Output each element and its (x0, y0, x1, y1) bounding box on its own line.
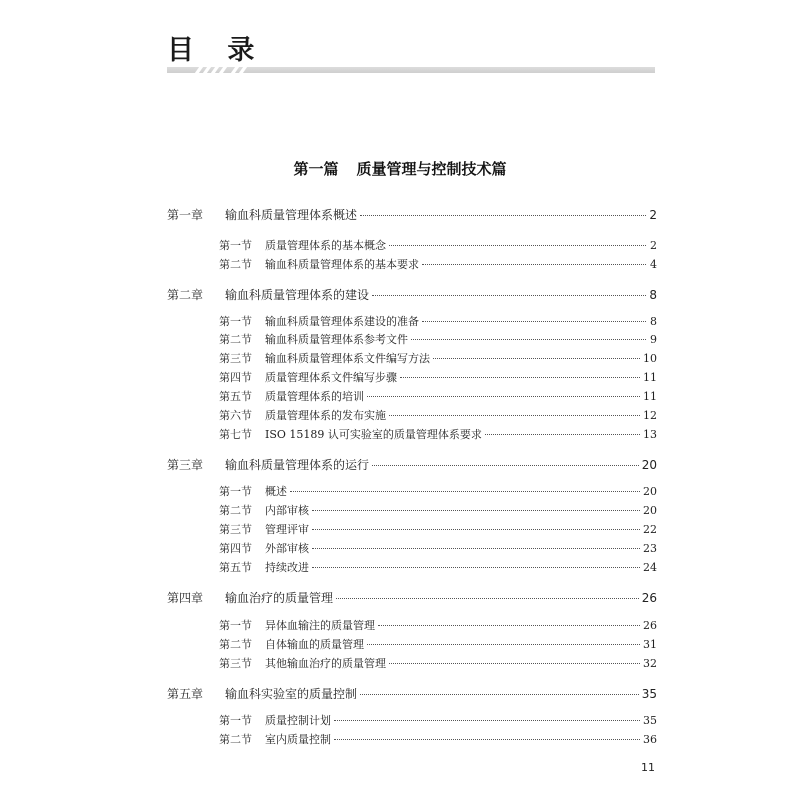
section-page: 20 (643, 504, 657, 517)
section-number: 第一节 (219, 485, 252, 498)
toc-chapter-entry[interactable] (167, 206, 657, 224)
section-page: 36 (643, 733, 657, 746)
section-number: 第一节 (219, 239, 252, 252)
chapter-title: 输血科实验室的质量控制 (225, 687, 358, 701)
toc-section-entry[interactable] (219, 712, 657, 730)
dot-leader (372, 464, 639, 466)
section-page: 32 (643, 657, 657, 670)
toc-section-entry[interactable] (219, 731, 657, 749)
chapter-title: 输血科质量管理体系的运行 (225, 458, 370, 472)
section-number: 第二节 (219, 333, 252, 346)
section-number: 第一节 (219, 714, 252, 727)
section-page: 9 (650, 333, 657, 346)
dot-leader (290, 490, 640, 492)
section-number: 第一节 (219, 619, 252, 632)
section-page: 26 (643, 619, 657, 632)
part-number: 第一篇 (293, 160, 339, 178)
section-number: 第六节 (219, 409, 252, 422)
section-title: 自体输血的质量管理 (265, 638, 364, 651)
toc-section-entry[interactable] (219, 559, 657, 577)
dot-leader (367, 643, 640, 645)
section-page: 2 (650, 239, 657, 252)
toc-section-entry[interactable] (219, 331, 657, 349)
section-title: 其他输血治疗的质量管理 (265, 657, 386, 670)
section-title: ISO 15189 认可实验室的质量管理体系要求 (265, 428, 482, 441)
section-number: 第三节 (219, 352, 252, 365)
section-page: 4 (650, 258, 657, 271)
toc-section-entry[interactable] (219, 407, 657, 425)
section-number: 第一节 (219, 315, 252, 328)
toc-section-entry[interactable] (219, 256, 657, 274)
toc-section-entry[interactable] (219, 350, 657, 368)
chapter-page: 20 (641, 458, 657, 472)
toc-section-entry[interactable] (219, 426, 657, 444)
section-title: 内部审核 (265, 504, 309, 517)
section-title: 输血科质量管理体系文件编写方法 (265, 352, 430, 365)
toc-chapter-entry[interactable] (167, 286, 657, 304)
section-title: 异体血输注的质量管理 (265, 619, 375, 632)
toc-section-entry[interactable] (219, 617, 657, 635)
dot-leader (378, 624, 640, 626)
dot-leader (334, 738, 640, 740)
section-number: 第七节 (219, 428, 252, 441)
toc-chapter-entry[interactable] (167, 456, 657, 474)
section-page: 8 (650, 315, 657, 328)
section-page: 20 (643, 485, 657, 498)
section-page: 12 (643, 409, 657, 422)
toc-section-entry[interactable] (219, 502, 657, 520)
section-page: 11 (643, 371, 657, 384)
toc-section-entry[interactable] (219, 483, 657, 501)
toc-section-entry[interactable] (219, 540, 657, 558)
dot-leader (485, 433, 640, 435)
section-title: 质量管理体系的发布实施 (265, 409, 386, 422)
section-title: 质量控制计划 (265, 714, 331, 727)
page-title: 目 录 (167, 35, 267, 66)
toc-chapter-entry[interactable] (167, 685, 657, 703)
dot-leader (360, 693, 639, 695)
dot-leader (312, 566, 640, 568)
chapter-page: 35 (641, 687, 657, 701)
section-title: 输血科质量管理体系的基本要求 (265, 258, 419, 271)
dot-leader (400, 376, 640, 378)
section-title: 质量管理体系的基本概念 (265, 239, 386, 252)
section-title: 概述 (265, 485, 287, 498)
chapter-number: 第二章 (167, 288, 204, 302)
chapter-number: 第三章 (167, 458, 204, 472)
section-title: 管理评审 (265, 523, 309, 536)
dot-leader (389, 414, 640, 416)
dot-leader (372, 294, 646, 296)
section-number: 第三节 (219, 523, 252, 536)
section-number: 第二节 (219, 258, 252, 271)
dot-leader (334, 719, 640, 721)
toc-section-entry[interactable] (219, 313, 657, 331)
section-title: 质量管理体系文件编写步骤 (265, 371, 397, 384)
dot-leader (433, 357, 640, 359)
chapter-page: 2 (649, 208, 657, 222)
section-title: 输血科质量管理体系参考文件 (265, 333, 408, 346)
dot-leader (312, 509, 640, 511)
section-title: 外部审核 (265, 542, 309, 555)
section-page: 10 (643, 352, 657, 365)
chapter-number: 第一章 (167, 208, 204, 222)
section-number: 第五节 (219, 561, 252, 574)
section-number: 第二节 (219, 733, 252, 746)
page-number: 11 (641, 761, 655, 774)
toc-section-entry[interactable] (219, 369, 657, 387)
dot-leader (360, 214, 646, 216)
section-number: 第二节 (219, 504, 252, 517)
section-number: 第五节 (219, 390, 252, 403)
toc-section-entry[interactable] (219, 636, 657, 654)
section-number: 第二节 (219, 638, 252, 651)
chapter-title: 输血科质量管理体系的建设 (225, 288, 370, 302)
dot-leader (422, 263, 646, 265)
dot-leader (336, 597, 639, 599)
section-number: 第三节 (219, 657, 252, 670)
section-page: 11 (643, 390, 657, 403)
dot-leader (389, 662, 640, 664)
section-page: 23 (643, 542, 657, 555)
section-page: 31 (643, 638, 657, 651)
dot-leader (411, 338, 646, 340)
toc-section-entry[interactable] (219, 388, 657, 406)
section-page: 24 (643, 561, 657, 574)
section-page: 22 (643, 523, 657, 536)
dot-leader (312, 547, 640, 549)
chapter-page: 8 (649, 288, 657, 302)
section-title: 持续改进 (265, 561, 309, 574)
toc-chapter-entry[interactable] (167, 589, 657, 607)
section-number: 第四节 (219, 371, 252, 384)
dot-leader (312, 528, 640, 530)
toc-section-entry[interactable] (219, 521, 657, 539)
dot-leader (422, 320, 646, 322)
toc-section-entry[interactable] (219, 655, 657, 673)
section-page: 35 (643, 714, 657, 727)
chapter-page: 26 (641, 591, 657, 605)
section-title: 质量管理体系的培训 (265, 390, 364, 403)
chapter-title: 输血科质量管理体系概述 (225, 208, 358, 222)
toc-section-entry[interactable] (219, 237, 657, 255)
section-title: 输血科质量管理体系建设的准备 (265, 315, 419, 328)
chapter-number: 第四章 (167, 591, 204, 605)
section-page: 13 (643, 428, 657, 441)
part-name: 质量管理与控制技术篇 (356, 160, 507, 178)
dot-leader (367, 395, 640, 397)
dot-leader (389, 244, 646, 246)
section-number: 第四节 (219, 542, 252, 555)
chapter-number: 第五章 (167, 687, 204, 701)
chapter-title: 输血治疗的质量管理 (225, 591, 334, 605)
section-title: 室内质量控制 (265, 733, 331, 746)
